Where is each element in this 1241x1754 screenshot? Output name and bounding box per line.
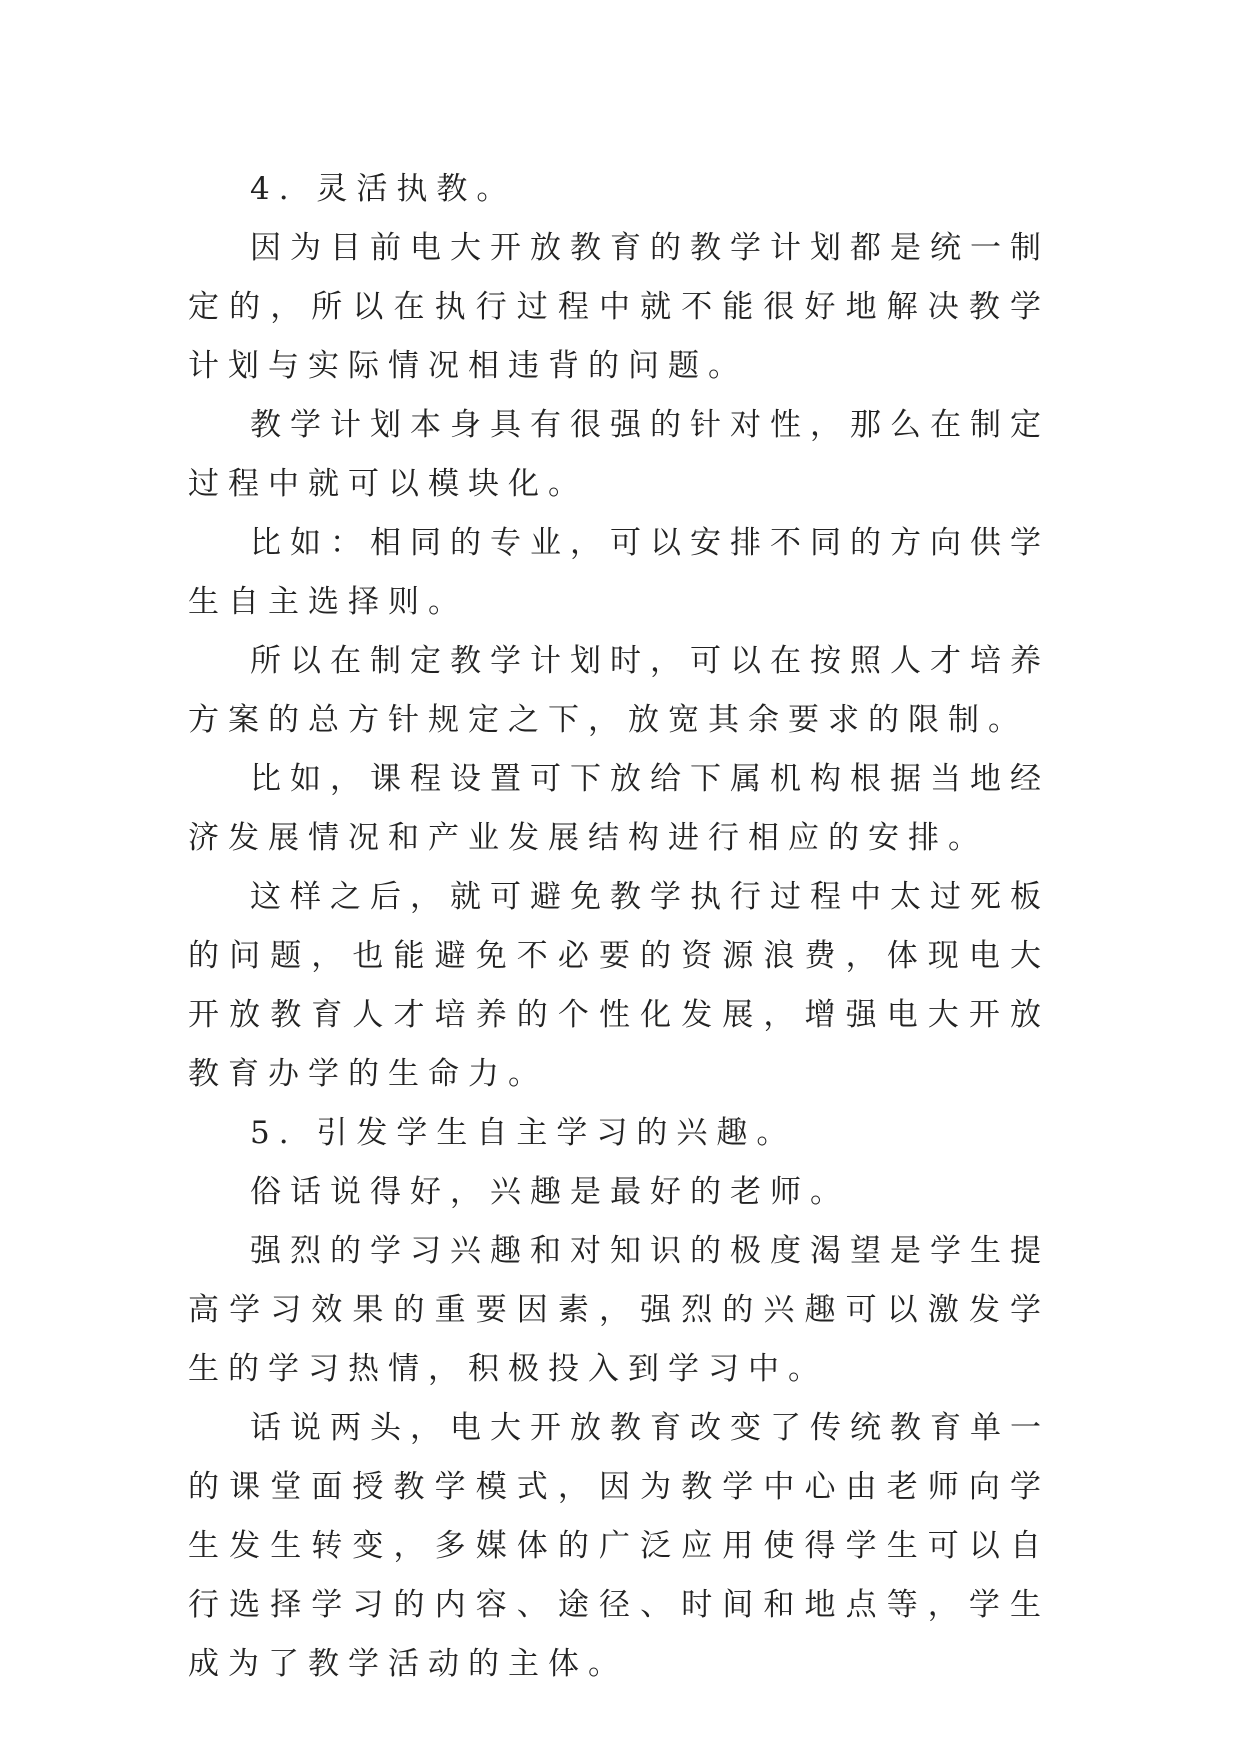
paragraph: 因为目前电大开放教育的教学计划都是统一制定的，所以在执行过程中就不能很好地解决教学计划与实际情况相违背的问题。 — [188, 230, 1050, 384]
section-heading-5: 5. 引发学生自主学习的兴趣。 — [250, 1115, 797, 1151]
paragraph: 这样之后，就可避免教学执行过程中太过死板的问题，也能避免不必要的资源浪费，体现电大开放教育人才培养的个性化发展，增强电大开放教育办学的生命力。 — [188, 879, 1050, 1092]
paragraph: 比如：相同的专业，可以安排不同的方向供学生自主选择则。 — [188, 525, 1050, 620]
paragraph: 俗话说得好，兴趣是最好的老师。 — [250, 1174, 850, 1210]
section-heading-4: 4. 灵活执教。 — [250, 171, 517, 207]
document-body — [188, 160, 1050, 1694]
paragraph: 教学计划本身具有很强的针对性，那么在制定过程中就可以模块化。 — [188, 407, 1050, 502]
paragraph: 所以在制定教学计划时，可以在按照人才培养方案的总方针规定之下，放宽其余要求的限制。 — [188, 643, 1050, 738]
paragraph: 话说两头，电大开放教育改变了传统教育单一的课堂面授教学模式，因为教学中心由老师向学生发生转变，多媒体的广泛应用使得学生可以自行选择学习的内容、途径、时间和地点等，学生成为了教学活动的主体。 — [188, 1410, 1050, 1682]
paragraph: 强烈的学习兴趣和对知识的极度渴望是学生提高学习效果的重要因素，强烈的兴趣可以激发学生的学习热情，积极投入到学习中。 — [188, 1233, 1050, 1387]
paragraph: 比如，课程设置可下放给下属机构根据当地经济发展情况和产业发展结构进行相应的安排。 — [188, 761, 1050, 856]
